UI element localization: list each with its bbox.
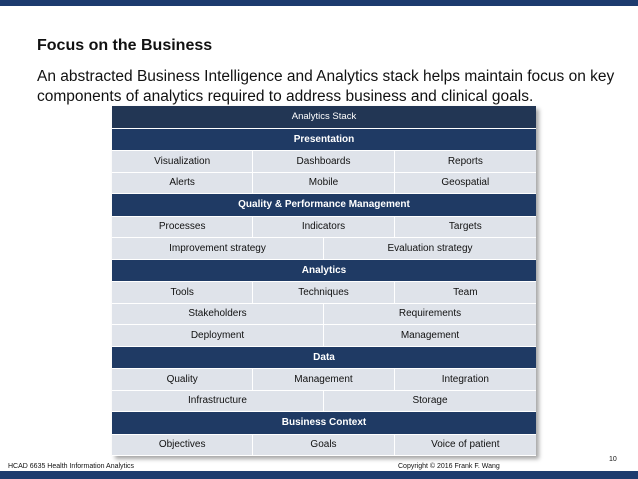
cell-quality: Quality (112, 369, 253, 391)
cell-management: Management (324, 325, 536, 347)
quality-row-2 (112, 238, 536, 260)
cell-stakeholders: Stakeholders (112, 304, 324, 326)
slide-title: Focus on the Business (37, 37, 213, 54)
cell-data-management: Management (253, 369, 394, 391)
cell-storage: Storage (324, 391, 536, 413)
layer-header-business-context: Business Context (112, 412, 536, 435)
presentation-row-2 (112, 173, 536, 195)
cell-requirements: Requirements (324, 304, 536, 326)
cell-indicators: Indicators (253, 217, 394, 239)
cell-dashboards: Dashboards (253, 151, 394, 173)
data-row-1 (112, 369, 536, 391)
top-accent-bar (0, 0, 638, 6)
cell-visualization: Visualization (112, 151, 253, 173)
analytics-row-3 (112, 325, 536, 347)
analytics-row-2 (112, 304, 536, 326)
footer-course: HCAD 6635 Health Information Analytics (8, 463, 135, 470)
cell-voice-of-patient: Voice of patient (395, 435, 536, 457)
cell-team: Team (395, 282, 536, 304)
cell-goals: Goals (253, 435, 394, 457)
cell-targets: Targets (395, 217, 536, 239)
page-number: 10 (609, 456, 617, 463)
cell-deployment: Deployment (112, 325, 324, 347)
data-row-2 (112, 391, 536, 413)
slide-subtitle: An abstracted Business Intelligence and Analytics stack helps maintain focus on key components of analytics required to address business and clinical goals. (37, 68, 615, 105)
cell-evaluation-strategy: Evaluation strategy (324, 238, 536, 260)
bottom-accent-bar (0, 471, 638, 479)
business-row-1 (112, 435, 536, 457)
cell-geospatial: Geospatial (395, 173, 536, 195)
cell-mobile: Mobile (253, 173, 394, 195)
cell-processes: Processes (112, 217, 253, 239)
stack-heading: Analytics Stack (112, 106, 536, 129)
cell-integration: Integration (395, 369, 536, 391)
layer-header-data: Data (112, 347, 536, 370)
layer-header-presentation: Presentation (112, 129, 536, 152)
cell-objectives: Objectives (112, 435, 253, 457)
presentation-row-1 (112, 151, 536, 173)
layer-header-analytics: Analytics (112, 260, 536, 283)
cell-improvement-strategy: Improvement strategy (112, 238, 324, 260)
cell-infrastructure: Infrastructure (112, 391, 324, 413)
analytics-row-1 (112, 282, 536, 304)
cell-reports: Reports (395, 151, 536, 173)
footer-copyright: Copyright © 2016 Frank F. Wang (398, 463, 500, 470)
cell-alerts: Alerts (112, 173, 253, 195)
cell-techniques: Techniques (253, 282, 394, 304)
layer-header-quality: Quality & Performance Management (112, 194, 536, 217)
quality-row-1 (112, 217, 536, 239)
cell-tools: Tools (112, 282, 253, 304)
analytics-stack-diagram (112, 106, 536, 456)
